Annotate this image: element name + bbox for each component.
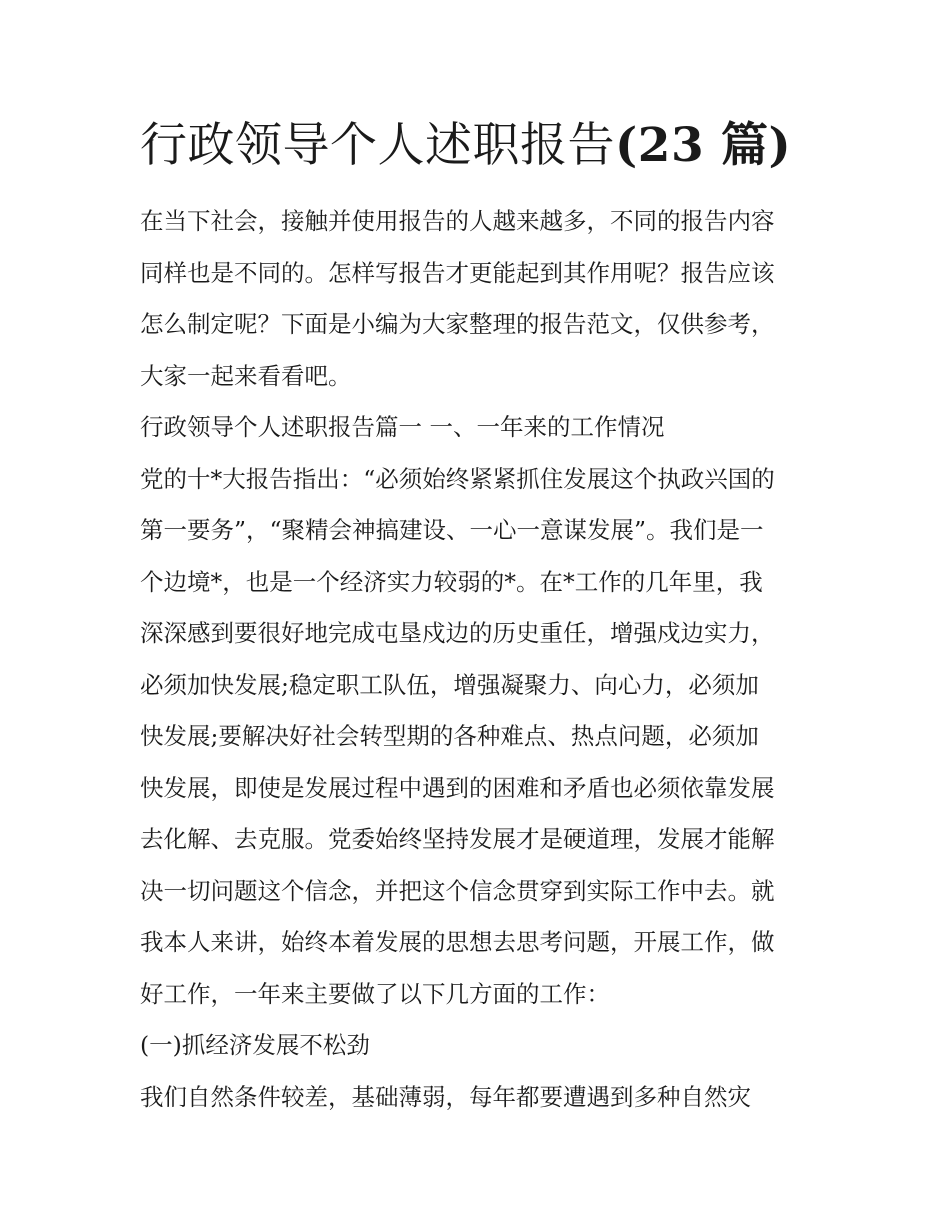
text-line: 深深感到要很好地完成屯垦戍边的历史重任，增强戍边实力， (140, 619, 775, 647)
text-line: 决一切问题这个信念，并把这个信念贯穿到实际工作中去。就 (140, 876, 775, 905)
text-line: 个边境*，也是一个经济实力较弱的*。在*工作的几年里，我 (140, 567, 763, 596)
text-line: 在当下社会，接触并使用报告的人越来越多，不同的报告内容 (140, 207, 775, 235)
text-line: 大家一起来看看吧。 (140, 361, 352, 390)
text-line: 党的十*大报告指出：“必须始终紧紧抓住发展这个执政兴国的 (140, 464, 775, 493)
text-line: 怎么制定呢？下面是小编为大家整理的报告范文，仅供参考， (140, 310, 775, 338)
title-suffix: (23 篇) (615, 118, 792, 173)
text-line: 快发展;要解决好社会转型期的各种难点、热点问题，必须加 (140, 722, 759, 750)
body-text (140, 196, 820, 1123)
text-line: 第一要务”，“聚精会神搞建设、一心一意谋发展”。我们是一 (140, 516, 764, 544)
document-title (140, 112, 820, 180)
text-line: 我本人来讲，始终本着发展的思想去思考问题，开展工作，做 (140, 928, 775, 956)
text-line: 去化解、去克服。党委始终坚持发展才是硬道理，发展才能解 (140, 825, 775, 853)
document-page (140, 112, 820, 1123)
title-main: 行政领导个人述职报告 (140, 118, 615, 173)
text-line: 同样也是不同的。怎样写报告才更能起到其作用呢？报告应该 (140, 258, 775, 287)
section-heading: 行政领导个人述职报告篇一 一、一年来的工作情况 (140, 413, 665, 441)
text-line: 我们自然条件较差，基础薄弱，每年都要遭遇到多种自然灾 (140, 1082, 751, 1111)
text-line: 好工作，一年来主要做了以下几方面的工作： (140, 979, 610, 1008)
subsection-heading: (一)抓经济发展不松劲 (140, 1031, 370, 1059)
text-line: 必须加快发展;稳定职工队伍，增强凝聚力、向心力，必须加 (140, 670, 759, 699)
text-line: 快发展，即使是发展过程中遇到的困难和矛盾也必须依靠发展 (140, 773, 775, 802)
